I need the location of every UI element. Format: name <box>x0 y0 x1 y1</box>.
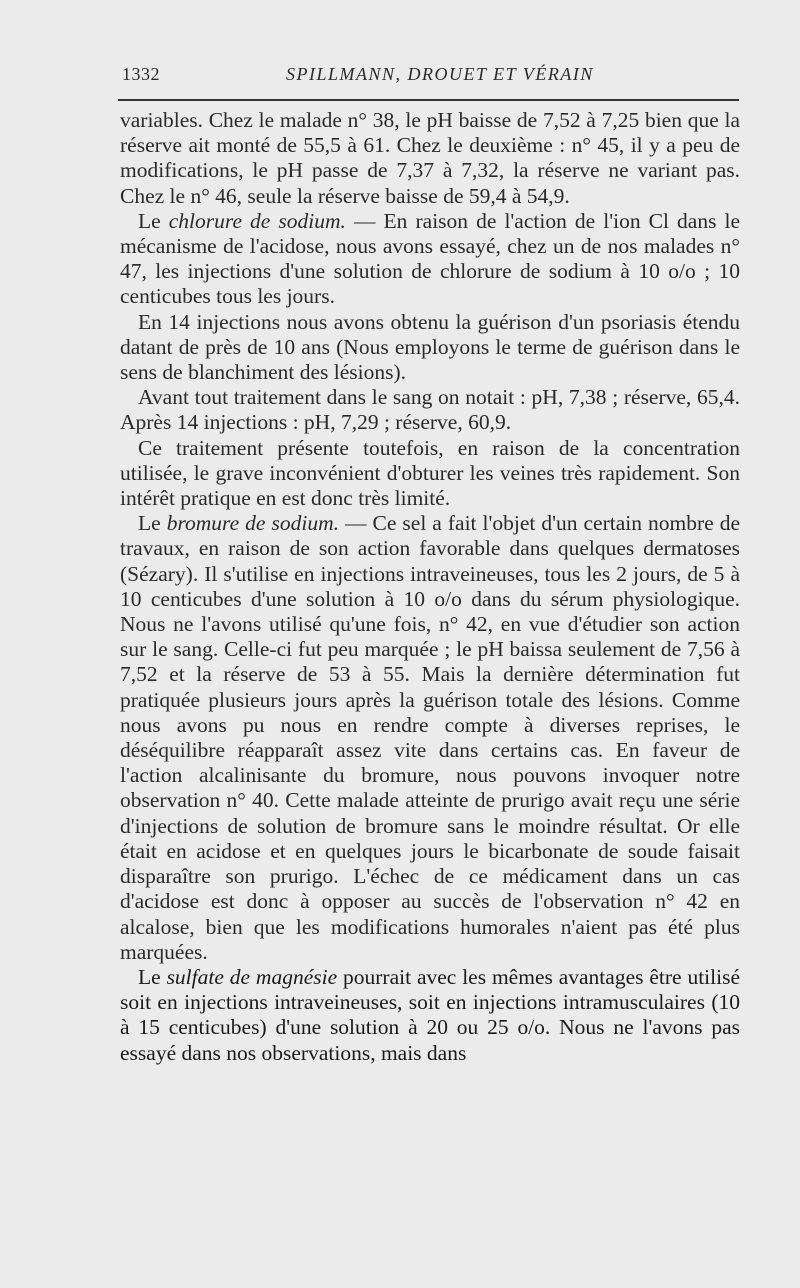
paragraph-avant-traitement: Avant tout traitement dans le sang on notait : pH, 7,38 ; réserve, 65,4. Après 14 injections : pH, 7,29 ; réserve, 60,9. <box>120 385 740 435</box>
paragraph-1: variables. Chez le malade n° 38, le pH baisse de 7,52 à 7,25 bien que la réserve ait monté de 55,5 à 61. Chez le deuxième : n° 45, il y a peu de modifications, le pH passe de 7,37 à 7,32, la réserve ne variant pas. Chez le n° 46, seule la réserve baisse de 59,4 à 54,9. <box>120 108 740 208</box>
body-text <box>120 108 740 1066</box>
paragraph-sulfate: Le sulfate de magnésie pourrait avec les mêmes avantages être utilisé soit en injections intraveineuses, soit en injections intramusculaires (10 à 15 centicubes) d'une solution à 20 ou 25 o/o. Nous ne l'avons pas essayé dans nos observations, mais dans <box>120 964 740 1065</box>
running-title-authors: SPILLMANN, DROUET ET VÉRAIN <box>286 64 594 84</box>
header-rule <box>118 99 739 101</box>
paragraph-inconvenient: Ce traitement présente toutefois, en raison de la concentration utilisée, le grave inconvénient d'obturer les veines très rapidement. Son intérêt pratique en est donc très limité. <box>120 435 740 511</box>
italic-term-chlorure: chlorure de sodium. <box>168 208 346 233</box>
running-header <box>118 64 738 88</box>
paragraph-injections: En 14 injections nous avons obtenu la guérison d'un psoriasis étendu datant de près de 10 ans (Nous employons le terme de guérison dans le sens de blanchiment des lésions). <box>120 309 740 385</box>
italic-term-bromure: bromure de sodium. <box>166 511 339 536</box>
paragraph-chlorure: Le chlorure de sodium. — En raison de l'action de l'ion Cl dans le mécanisme de l'acidose, nous avons essayé, chez un de nos malades n° 47, les injections d'une solution de chlorure de sodium à 10 o/o ; 10 centicubes tous les jours. <box>120 208 741 309</box>
paragraph-bromure: Le bromure de sodium. — Ce sel a fait l'objet d'un certain nombre de travaux, en raison de son action favorable dans quelques dermatoses (Sézary). Il s'utilise en injections intraveineuses, tous les 2 jours, de 5 à 10 centicubes d'une solution à 10 o/o dans du sérum physiologique. Nous ne l'avons utilisé qu'une fois, n° 42, en vue d'étudier son action sur le sang. Celle-ci fut peu marquée ; le pH baissa seulement de 7,56 à 7,52 et la réserve de 53 à 55. Mais la dernière détermination fut pratiquée plusieurs jours après la guérison totale des lésions. Comme nous avons pu nous en rendre compte à diverses reprises, le déséquilibre réapparaît assez vite dans certains cas. En faveur de l'action alcalinisante du bromure, nous pouvons invoquer notre observation n° 40. Cette malade atteinte de prurigo avait reçu une série d'injections de solution de bromure sans le moindre résultat. Or elle était en acidose et en quelques jours le bicarbonate de soude faisait disparaître son prurigo. L'échec de ce médicament dans un cas d'acidose est donc à opposer au succès de l'observation n° 42 en alcalose, bien que les modifications humorales n'aient pas été plus marquées. <box>120 511 741 964</box>
italic-term-sulfate: sulfate de magnésie <box>166 964 338 989</box>
page-number: 1332 <box>122 64 160 84</box>
